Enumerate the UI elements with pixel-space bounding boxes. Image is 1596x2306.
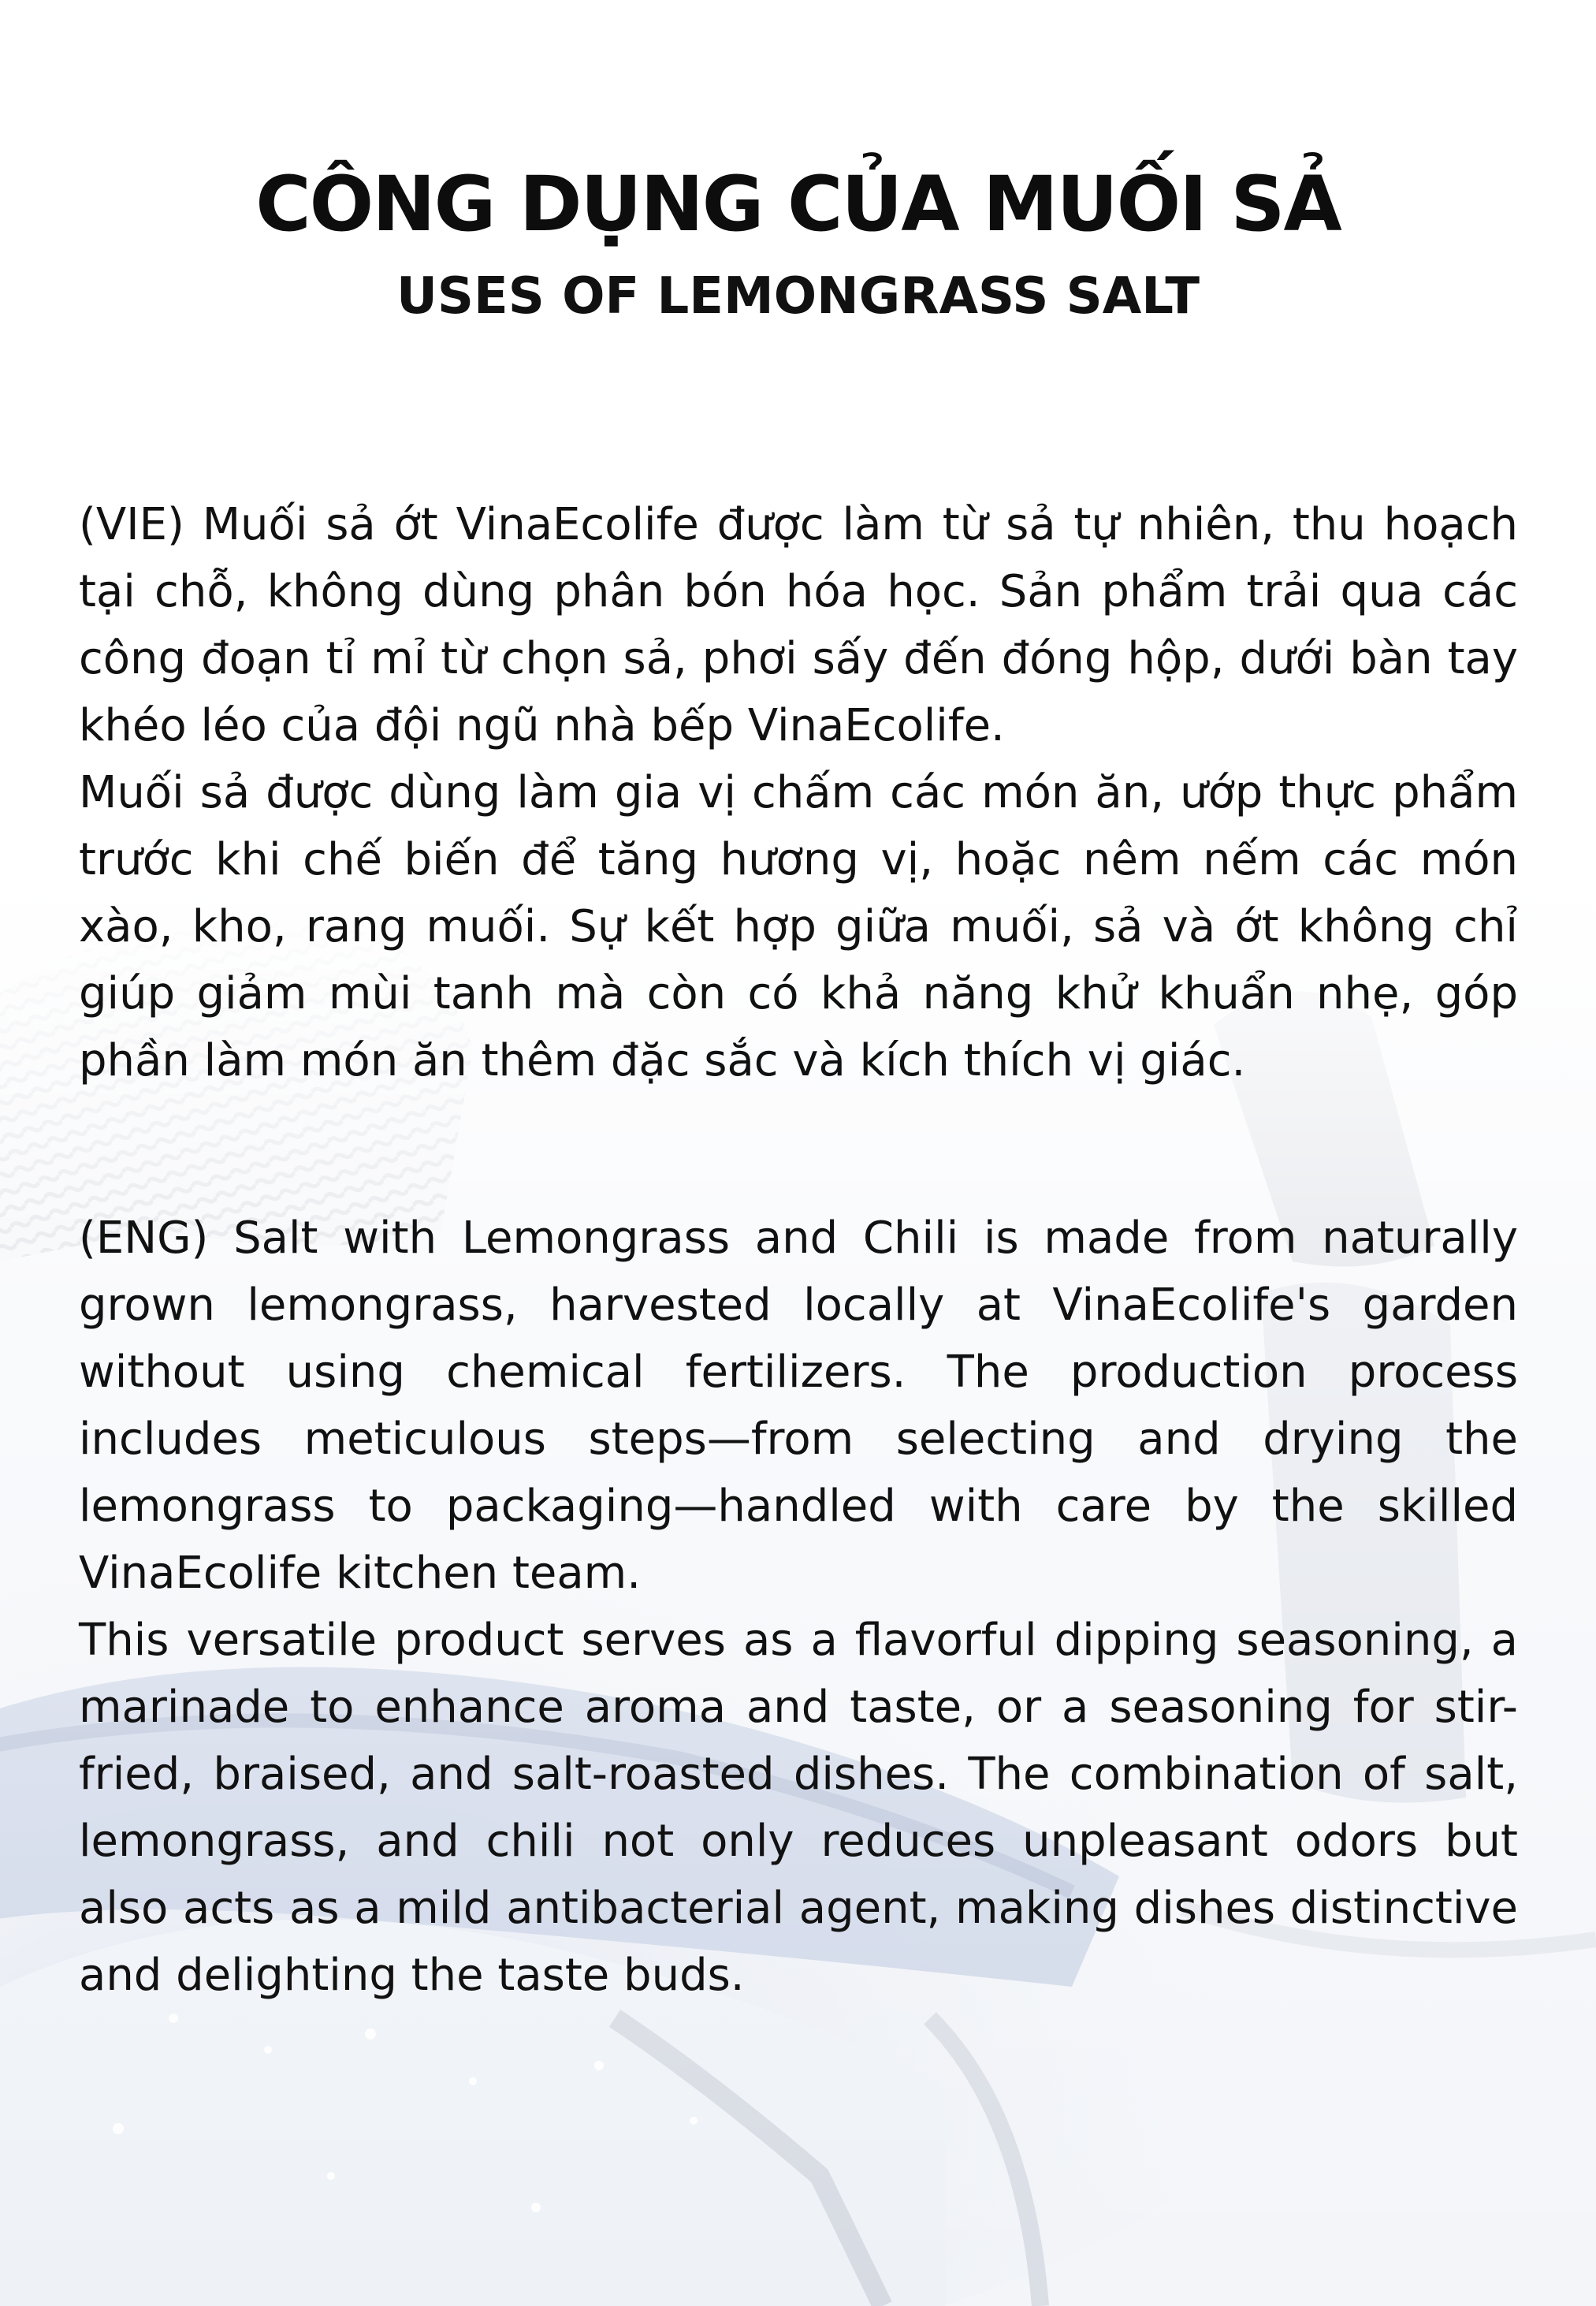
eng-paragraph-origin: (ENG) Salt with Lemongrass and Chili is made from naturally grown lemongrass, harvested locally at VinaEcolife's garden without using chemical fertilizers. The production process includes meticulous steps—from selecting and drying the lemongrass to packaging—handled with care by the skilled VinaEcolife kitchen team. [79,1213,1518,1599]
vie-paragraph-origin: (VIE) Muối sả ớt VinaEcolife được làm từ sả tự nhiên, thu hoạch tại chỗ, không dùng phân bón hóa học. Sản phẩm trải qua các công đoạn tỉ mỉ từ chọn sả, phơi sấy đến đóng hộp, dưới bàn tay khéo léo của đội ngũ nhà bếp VinaEcolife. [79,499,1518,751]
vie-paragraph-uses: Muối sả được dùng làm gia vị chấm các món ăn, ướp thực phẩm trước khi chế biến để tăng hương vị, hoặc nêm nếm các món xào, kho, rang muối. Sự kết hợp giữa muối, sả và ớt không chỉ giúp giảm mùi tanh mà còn có khả năng khử khuẩn nhẹ, góp phần làm món ăn thêm đặc sắc và kích thích vị giác. [79,767,1518,1086]
vietnamese-description [79,491,1518,1094]
english-description [79,1205,1518,2009]
page-title: CÔNG DỤNG CỦA MUỐI SẢ [255,160,1341,248]
eng-paragraph-uses: This versatile product serves as a flavorful dipping seasoning, a marinade to enhance aroma and taste, or a seasoning for stir-fried, braised, and salt-roasted dishes. The combination of salt, lemongrass, and chili not only reduces unpleasant odors but also acts as a mild antibacterial agent, making dishes distinctive and delighting the taste buds. [79,1615,1518,2001]
page-subtitle: USES OF LEMONGRASS SALT [396,267,1200,326]
